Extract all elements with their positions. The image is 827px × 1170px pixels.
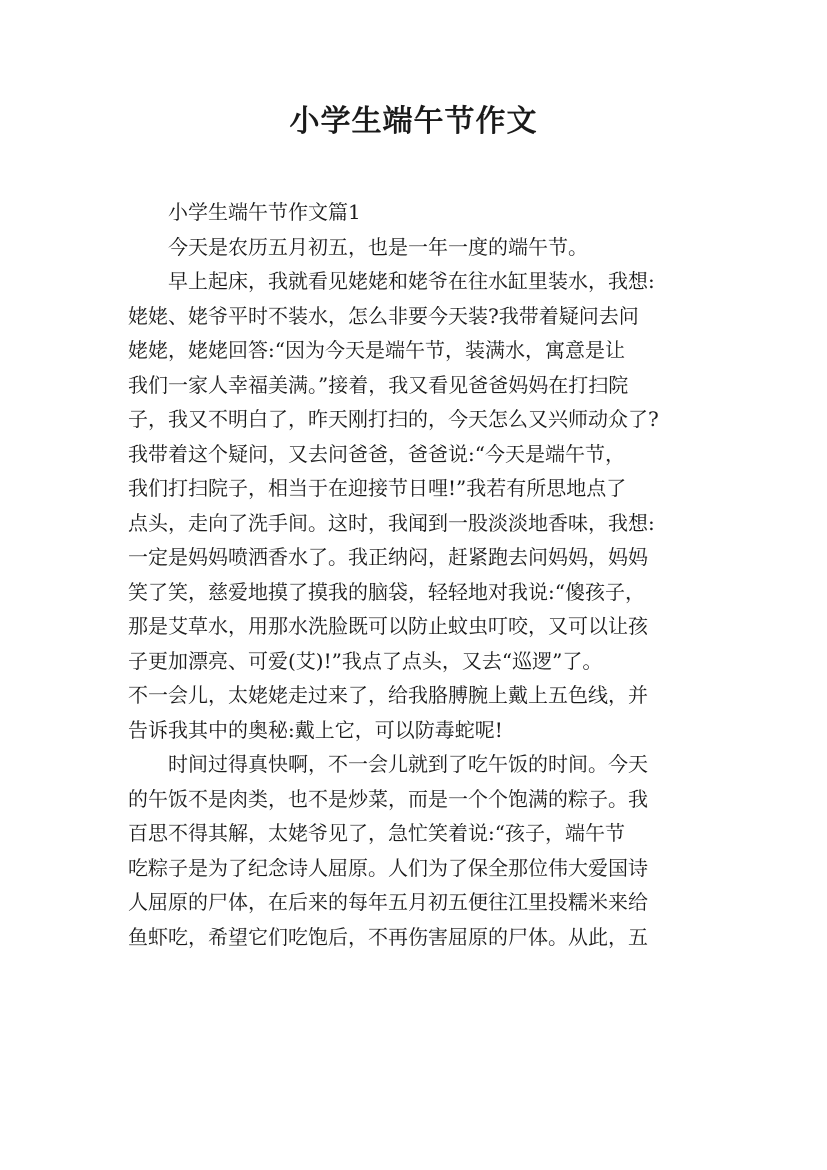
text-line: 鱼虾吃，希望它们吃饱后，不再伤害屈原的尸体。从此，五 — [128, 924, 648, 949]
text-line: 百思不得其解，太姥爷见了，急忙笑着说:“孩子，端午节 — [128, 821, 625, 845]
text-line: 子，我又不明白了，昨天刚打扫的，今天怎么又兴师动众了? — [128, 407, 659, 431]
paragraph-morning — [128, 264, 703, 747]
text-line: 那是艾草水，用那水洗脸既可以防止蚊虫叮咬，又可以让孩 — [128, 614, 648, 638]
text-line: 我们一家人幸福美满。”接着，我又看见爸爸妈妈在打扫院 — [128, 372, 629, 397]
page-title: 小学生端午节作文 — [289, 104, 538, 139]
text-line: 的午饭不是肉类，也不是炒菜，而是一个个饱满的粽子。我 — [128, 786, 648, 811]
text-line: 早上起床，我就看见姥姥和姥爷在往水缸里装水，我想: — [168, 269, 655, 293]
text-line: 不一会儿，太姥姥走过来了，给我胳膊腕上戴上五色线，并 — [128, 683, 648, 707]
text-line: 今天是农历五月初五，也是一年一度的端午节。 — [168, 234, 588, 259]
paragraph-heading — [128, 195, 703, 230]
text-line: 时间过得真快啊，不一会儿就到了吃午饭的时间。今天 — [168, 752, 648, 776]
text-line: 笑了笑，慈爱地摸了摸我的脑袋，轻轻地对我说:“傻孩子， — [128, 579, 645, 604]
paragraph-intro — [128, 230, 703, 265]
text-line: 小学生端午节作文篇1 — [168, 200, 361, 224]
article-body — [128, 195, 703, 954]
text-line: 人屈原的尸体，在后来的每年五月初五便往江里投糯米来给 — [128, 890, 648, 914]
text-line: 姥姥、姥爷平时不装水，怎么非要今天装?我带着疑问去问 — [128, 303, 639, 328]
text-line: 我带着这个疑问，又去问爸爸，爸爸说:“今天是端午节， — [128, 441, 625, 466]
text-line: 告诉我其中的奥秘:戴上它，可以防毒蛇呢! — [128, 717, 503, 742]
text-line: 点头，走向了洗手间。这时，我闻到一股淡淡地香味，我想: — [128, 510, 655, 535]
text-line: 子更加漂亮、可爱(艾)!”我点了点头，又去“巡逻”了。 — [128, 648, 603, 673]
text-line: 吃粽子是为了纪念诗人屈原。人们为了保全那位伟大爱国诗 — [128, 855, 648, 880]
text-line: 一定是妈妈喷洒香水了。我正纳闷，赶紧跑去问妈妈，妈妈 — [128, 545, 648, 569]
text-line: 姥姥，姥姥回答:“因为今天是端午节，装满水，寓意是让 — [128, 338, 625, 362]
paragraph-lunch — [128, 747, 703, 954]
text-line: 我们打扫院子，相当于在迎接节日哩!”我若有所思地点了 — [128, 476, 627, 500]
